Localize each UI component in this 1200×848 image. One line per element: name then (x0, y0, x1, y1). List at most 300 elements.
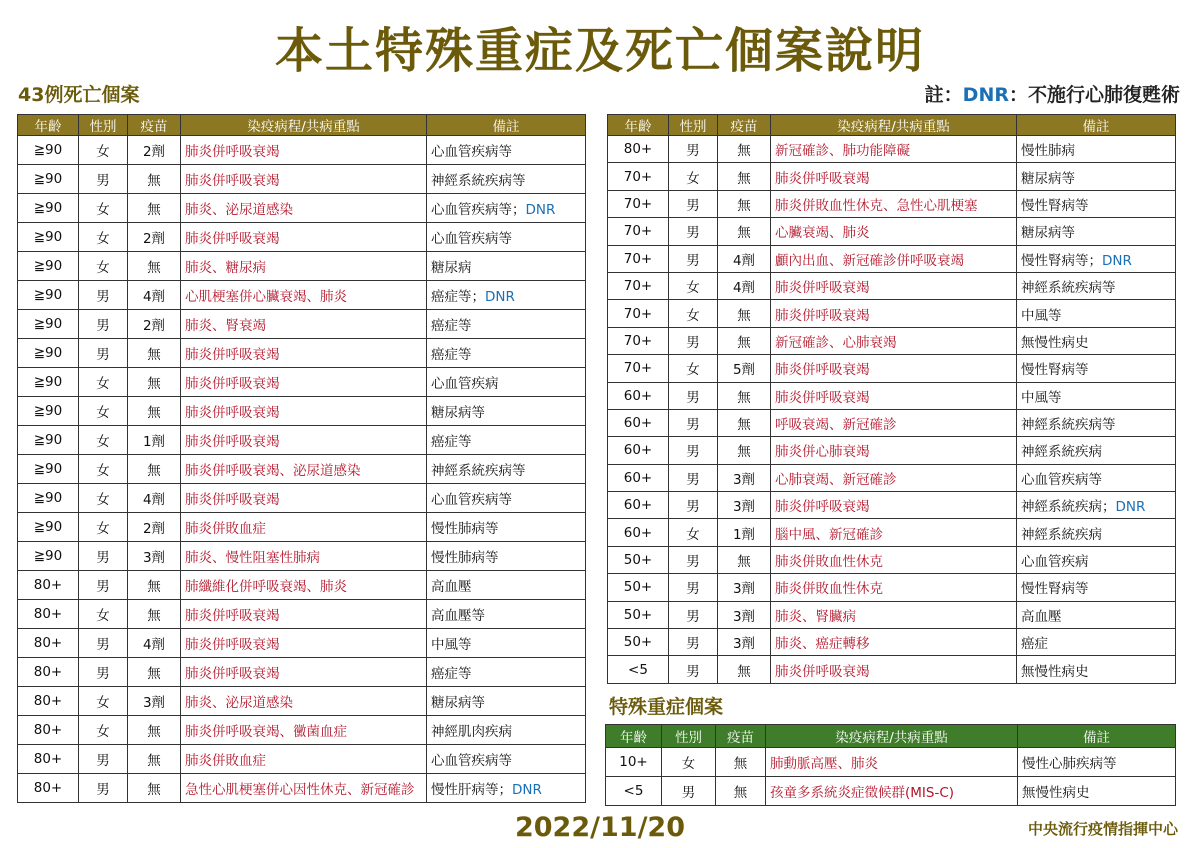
cell-sex-text: 男 (686, 444, 700, 461)
cell-course (771, 629, 1017, 656)
cell-course-text: 腦中風、新冠確診 (775, 526, 883, 543)
cell-remark-text: 神經系統疾病等 (1021, 417, 1116, 434)
cell-sex-text: 女 (96, 724, 110, 740)
cell-vaccine-text: 3劑 (732, 608, 756, 625)
cell-sex (669, 327, 718, 354)
cell-course-text: 肺炎、糖尿病 (185, 260, 266, 276)
cell-sex (669, 163, 718, 190)
cell-course-text: 肺炎併呼吸衰竭 (775, 170, 870, 187)
cell-remark (427, 223, 586, 252)
cell-vaccine (718, 218, 771, 245)
cell-course (181, 716, 427, 745)
cell-course-text: 肺炎併呼吸衰竭 (185, 405, 280, 421)
cell-remark-text: 神經系統疾病 (1021, 444, 1102, 461)
cell-vaccine-text: 5劑 (732, 362, 756, 379)
cell-age-text: 80+ (33, 780, 63, 796)
cell-sex-text: 女 (681, 756, 696, 772)
table-row (608, 629, 1176, 656)
table-row (606, 748, 1176, 777)
cell-sex-text: 男 (96, 173, 110, 189)
cell-remark-text: 癌症等 (431, 347, 472, 363)
cell-vaccine (718, 245, 771, 272)
cell-age (608, 519, 669, 546)
cell-remark-text: 慢性腎病等 (1021, 197, 1089, 214)
cell-sex (79, 339, 128, 368)
cell-remark-text: 神經系統疾病 (1021, 526, 1102, 543)
cell-course-text: 肺炎併呼吸衰竭 (185, 347, 280, 363)
cell-age (608, 382, 669, 409)
cell-sex (79, 368, 128, 397)
cell-sex-text: 女 (686, 280, 700, 297)
cell-remark-text: 癌症等 (431, 666, 472, 682)
cell-course-text: 孩童多系統炎症徵候群(MIS-C) (770, 785, 955, 801)
cell-remark-text: 心血管疾病等 (1021, 471, 1102, 488)
cell-sex (669, 382, 718, 409)
cell-age (18, 165, 79, 194)
cell-remark-text: 高血壓 (1021, 608, 1062, 625)
cell-vaccine (718, 656, 771, 683)
cell-remark (1017, 492, 1176, 519)
cell-sex-text: 男 (686, 197, 700, 214)
cell-vaccine (128, 194, 181, 223)
cell-vaccine (128, 571, 181, 600)
table-row (18, 165, 586, 194)
cell-age (608, 574, 669, 601)
cell-sex (79, 484, 128, 513)
cell-course-text: 肺動脈高壓、肺炎 (770, 756, 878, 772)
cell-sex (669, 245, 718, 272)
cell-vaccine-text: 無 (147, 376, 161, 392)
cell-remark (1017, 574, 1176, 601)
table-row (18, 136, 586, 165)
cell-remark-text: 糖尿病等 (431, 405, 485, 421)
cell-sex-text: 男 (96, 289, 110, 305)
cell-age-text: ≧90 (33, 287, 63, 303)
cell-age (18, 368, 79, 397)
cell-sex-text: 女 (96, 434, 110, 450)
cell-remark (1017, 601, 1176, 628)
cell-vaccine-text: 無 (147, 202, 161, 218)
dnr-tag: DNR (1102, 252, 1132, 269)
cell-remark (427, 629, 586, 658)
cell-sex (669, 656, 718, 683)
cell-remark (427, 716, 586, 745)
cell-vaccine-text: 無 (737, 334, 751, 351)
cell-course-text: 肺炎併呼吸衰竭 (185, 144, 280, 160)
cell-sex (669, 190, 718, 217)
cell-age-text: ≧90 (33, 200, 63, 216)
cell-remark (1017, 546, 1176, 573)
cell-age-text: 50+ (623, 552, 653, 569)
cell-course (771, 163, 1017, 190)
cell-remark (427, 397, 586, 426)
cell-sex (79, 687, 128, 716)
cell-remark-text: 慢性肺病 (1021, 143, 1075, 160)
cell-course-text: 心臟衰竭、肺炎 (775, 225, 870, 242)
cell-age (18, 455, 79, 484)
cell-remark (427, 513, 586, 542)
cell-course (771, 355, 1017, 382)
cell-remark (1017, 163, 1176, 190)
cell-course (771, 272, 1017, 299)
cell-vaccine (716, 777, 766, 806)
cell-vaccine-text: 無 (733, 756, 748, 772)
cell-course (771, 327, 1017, 354)
cell-remark (1017, 382, 1176, 409)
cell-remark-text: 神經系統疾病等 (431, 173, 526, 189)
cell-vaccine (718, 464, 771, 491)
cell-sex (669, 492, 718, 519)
cell-course-text: 肺炎併呼吸衰竭 (185, 492, 280, 508)
cell-sex-text: 男 (686, 636, 700, 653)
cell-vaccine-text: 3劑 (142, 550, 166, 566)
cell-course-text: 肺炎併呼吸衰竭 (775, 362, 870, 379)
cell-remark (1018, 777, 1176, 806)
death-table-right (607, 114, 1176, 684)
cell-remark (1017, 629, 1176, 656)
cell-sex-text: 女 (686, 362, 700, 379)
cell-remark-text: 癌症 (1021, 636, 1048, 653)
cell-course (181, 194, 427, 223)
cell-age-text: 80+ (33, 577, 63, 593)
cell-course (771, 382, 1017, 409)
table-row (18, 687, 586, 716)
cell-sex-text: 女 (96, 695, 110, 711)
col-course: 染疫病程/共病重點 (766, 725, 1018, 748)
table-row (18, 658, 586, 687)
cell-course (771, 136, 1017, 163)
cell-remark (427, 745, 586, 774)
cell-age (18, 223, 79, 252)
cell-remark-text: 慢性心肺疾病等 (1022, 756, 1117, 772)
cell-course (181, 252, 427, 281)
table-row (608, 300, 1176, 327)
cell-vaccine (718, 519, 771, 546)
cell-vaccine-text: 無 (737, 554, 751, 571)
cell-remark (1018, 748, 1176, 777)
cell-vaccine (718, 601, 771, 628)
cell-vaccine (128, 368, 181, 397)
cell-course-text: 肺炎、泌尿道感染 (185, 695, 293, 711)
cell-sex-text: 男 (96, 579, 110, 595)
cell-sex (79, 455, 128, 484)
cell-vaccine (128, 223, 181, 252)
cell-remark (427, 571, 586, 600)
cell-age (608, 437, 669, 464)
cell-vaccine-text: 4劑 (732, 280, 756, 297)
cell-vaccine (718, 272, 771, 299)
table-row (18, 252, 586, 281)
cell-sex-text: 女 (96, 376, 110, 392)
cell-course (771, 190, 1017, 217)
cell-sex (669, 629, 718, 656)
cell-vaccine-text: 無 (147, 260, 161, 276)
cell-vaccine-text: 無 (737, 143, 751, 160)
table-row (608, 327, 1176, 354)
cell-course-text: 肺炎併呼吸衰竭 (185, 434, 280, 450)
cell-course (771, 492, 1017, 519)
cell-remark (427, 194, 586, 223)
cell-vaccine (128, 455, 181, 484)
cell-remark (1017, 409, 1176, 436)
cell-course (181, 513, 427, 542)
cell-age-text: ≧90 (33, 403, 63, 419)
cell-vaccine (128, 426, 181, 455)
cell-remark (1017, 218, 1176, 245)
table-row (608, 601, 1176, 628)
cell-age-text: ≧90 (33, 374, 63, 390)
cell-sex (669, 437, 718, 464)
cell-sex-text: 男 (686, 471, 700, 488)
cell-vaccine (128, 716, 181, 745)
cell-vaccine (718, 409, 771, 436)
cell-age-text: 60+ (623, 469, 653, 486)
dnr-tag: DNR (485, 289, 515, 305)
cell-remark (1017, 437, 1176, 464)
cell-course (771, 656, 1017, 683)
cell-sex (79, 716, 128, 745)
cell-vaccine (128, 542, 181, 571)
cell-sex (669, 136, 718, 163)
cell-sex-text: 男 (681, 785, 696, 801)
cell-course (181, 774, 427, 803)
cell-sex (79, 513, 128, 542)
cell-remark (427, 455, 586, 484)
cell-age-text: 70+ (623, 278, 653, 295)
cell-course-text: 肺炎、慢性阻塞性肺病 (185, 550, 320, 566)
cell-age (18, 484, 79, 513)
cell-course (181, 339, 427, 368)
table-row (608, 163, 1176, 190)
cell-sex (669, 355, 718, 382)
cell-course-text: 肺炎、癌症轉移 (775, 636, 870, 653)
col-vaccine: 疫苗 (128, 115, 181, 136)
cell-vaccine (128, 310, 181, 339)
cell-age (608, 218, 669, 245)
cell-age (608, 601, 669, 628)
table-row (18, 368, 586, 397)
cell-age-text: 60+ (623, 415, 653, 432)
cell-vaccine-text: 1劑 (142, 434, 166, 450)
cell-age-text: 10+ (619, 754, 648, 770)
cell-sex-text: 男 (96, 318, 110, 334)
cell-remark-text: 癌症等； (431, 289, 485, 305)
cell-sex (79, 629, 128, 658)
col-remark: 備註 (1017, 115, 1176, 136)
cell-sex (669, 409, 718, 436)
cell-age (606, 748, 662, 777)
cell-course-text: 急性心肌梗塞併心因性休克、新冠確診 (185, 782, 415, 798)
cell-course-text: 肺炎併呼吸衰竭 (185, 637, 280, 653)
cell-sex (79, 252, 128, 281)
cell-sex-text: 女 (686, 526, 700, 543)
cell-remark (427, 252, 586, 281)
cell-sex (669, 546, 718, 573)
cell-age-text: 70+ (623, 305, 653, 322)
cell-vaccine-text: 無 (733, 785, 748, 801)
cell-course (771, 519, 1017, 546)
cell-age-text: ≧90 (33, 142, 63, 158)
cell-remark-text: 中風等 (431, 637, 472, 653)
cell-course-text: 顱內出血、新冠確診併呼吸衰竭 (775, 252, 964, 269)
cell-age-text: 50+ (623, 579, 653, 596)
cell-age (608, 163, 669, 190)
cell-remark-text: 糖尿病等 (431, 695, 485, 711)
cell-course (771, 601, 1017, 628)
cell-course-text: 肺炎併呼吸衰竭 (775, 280, 870, 297)
cell-sex-text: 男 (96, 550, 110, 566)
cell-vaccine-text: 無 (737, 663, 751, 680)
cell-vaccine-text: 2劑 (142, 318, 166, 334)
cell-age (608, 409, 669, 436)
cell-vaccine-text: 無 (147, 173, 161, 189)
cell-age-text: 70+ (623, 360, 653, 377)
cell-age (608, 629, 669, 656)
cell-course (181, 368, 427, 397)
cell-remark (1017, 190, 1176, 217)
cell-sex-text: 男 (686, 143, 700, 160)
cell-sex (669, 218, 718, 245)
cell-vaccine-text: 無 (147, 463, 161, 479)
cell-sex-text: 男 (686, 581, 700, 598)
cell-vaccine (128, 136, 181, 165)
cell-age (606, 777, 662, 806)
cell-vaccine (718, 355, 771, 382)
cell-vaccine (718, 546, 771, 573)
table-row (608, 136, 1176, 163)
cell-sex (669, 464, 718, 491)
cell-remark-text: 心血管疾病 (1021, 554, 1089, 571)
cell-remark-text: 慢性肝病等； (431, 782, 512, 798)
table-row (608, 355, 1176, 382)
cell-course-text: 肺炎併呼吸衰竭、黴菌血症 (185, 724, 347, 740)
dnr-note (925, 80, 1180, 107)
cell-remark-text: 癌症等 (431, 318, 472, 334)
report-date: 2022/11/20 (514, 812, 685, 843)
cell-course (181, 571, 427, 600)
cell-remark (1017, 656, 1176, 683)
table-row (608, 464, 1176, 491)
cell-vaccine-text: 無 (147, 782, 161, 798)
cell-remark (1017, 355, 1176, 382)
cell-course (181, 397, 427, 426)
cell-vaccine-text: 3劑 (732, 581, 756, 598)
cell-age (18, 339, 79, 368)
cell-remark-text: 心血管疾病等 (431, 231, 512, 247)
cell-remark-text: 神經肌肉疾病 (431, 724, 512, 740)
death-table-left (17, 114, 586, 803)
col-age: 年齡 (18, 115, 79, 136)
cell-sex-text: 女 (96, 492, 110, 508)
cell-age-text: 80+ (33, 664, 63, 680)
cell-sex (669, 300, 718, 327)
cell-remark-text: 慢性肺病等 (431, 550, 499, 566)
cell-vaccine-text: 2劑 (142, 231, 166, 247)
cell-sex (79, 600, 128, 629)
cell-age-text: ≧90 (33, 548, 63, 564)
cell-remark-text: 慢性腎病等 (1021, 362, 1089, 379)
cell-age (608, 492, 669, 519)
table-row (608, 492, 1176, 519)
cell-remark (1017, 519, 1176, 546)
cell-vaccine (128, 629, 181, 658)
table-row (18, 571, 586, 600)
cell-vaccine (128, 281, 181, 310)
cell-course (771, 546, 1017, 573)
cell-age (18, 194, 79, 223)
cell-course-text: 新冠確診、肺功能障礙 (775, 143, 910, 160)
cell-course-text: 肺炎併敗血性休克 (775, 581, 883, 598)
table-row (18, 310, 586, 339)
cell-remark-text: 糖尿病等 (1021, 170, 1075, 187)
cell-age (608, 355, 669, 382)
col-sex: 性別 (669, 115, 718, 136)
cell-vaccine-text: 4劑 (142, 637, 166, 653)
cell-remark-text: 神經系統疾病等 (1021, 280, 1116, 297)
cell-course-text: 肺炎併呼吸衰竭 (185, 231, 280, 247)
cell-vaccine (718, 190, 771, 217)
cell-age (608, 300, 669, 327)
cell-age-text: ≧90 (33, 490, 63, 506)
cell-age-text: 60+ (623, 497, 653, 514)
col-vaccine: 疫苗 (716, 725, 766, 748)
cell-vaccine-text: 無 (147, 753, 161, 769)
cell-vaccine-text: 4劑 (732, 252, 756, 269)
cell-vaccine-text: 1劑 (732, 526, 756, 543)
col-remark: 備註 (427, 115, 586, 136)
cell-remark (427, 426, 586, 455)
cell-course-text: 肺炎、腎衰竭 (185, 318, 266, 334)
cell-remark (1017, 136, 1176, 163)
cell-vaccine (128, 165, 181, 194)
cell-age-text: 70+ (623, 223, 653, 240)
cell-course (181, 165, 427, 194)
cell-vaccine (128, 687, 181, 716)
cell-sex-text: 男 (686, 499, 700, 516)
cell-age-text: 80+ (33, 635, 63, 651)
cell-vaccine-text: 無 (737, 197, 751, 214)
cell-age (18, 513, 79, 542)
cell-course (771, 437, 1017, 464)
table-row (18, 223, 586, 252)
severe-table (605, 724, 1176, 806)
cell-age-text: 70+ (623, 195, 653, 212)
cell-course (181, 310, 427, 339)
cell-age-text: 80+ (33, 722, 63, 738)
cell-course (771, 464, 1017, 491)
cell-course (181, 658, 427, 687)
cell-sex-text: 女 (96, 405, 110, 421)
page-title: 本土特殊重症及死亡個案說明 (274, 23, 925, 79)
table-row (18, 774, 586, 803)
cell-age (608, 327, 669, 354)
cell-vaccine-text: 3劑 (732, 499, 756, 516)
cell-age-text: 60+ (623, 442, 653, 459)
cell-vaccine-text: 無 (147, 666, 161, 682)
cell-age (18, 658, 79, 687)
cell-course (181, 136, 427, 165)
table-row (608, 382, 1176, 409)
cell-sex (669, 272, 718, 299)
cell-remark (427, 339, 586, 368)
cell-age-text: <5 (623, 783, 644, 799)
cell-age-text: ≧90 (33, 461, 63, 477)
organization: 中央流行疫情指揮中心 (1027, 820, 1178, 838)
cell-sex-text: 女 (96, 202, 110, 218)
col-age: 年齡 (608, 115, 669, 136)
cell-course-text: 肺炎併呼吸衰竭 (185, 666, 280, 682)
cell-sex (662, 748, 716, 777)
